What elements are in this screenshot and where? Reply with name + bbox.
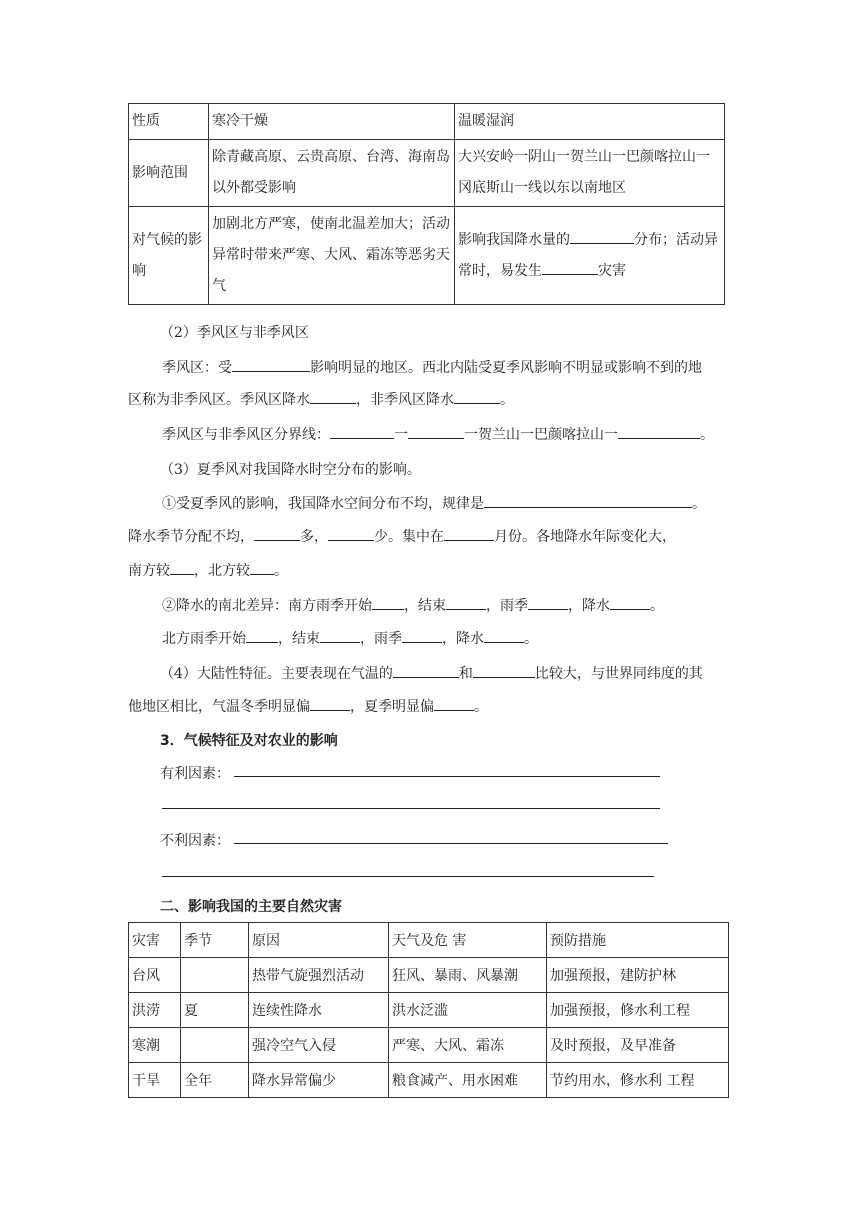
text: 一贺兰山一巴颜喀拉山一 <box>464 427 618 443</box>
paragraph-line <box>128 560 728 580</box>
fill-blank[interactable] <box>254 526 300 541</box>
section-heading: （2）季风区与非季风区 <box>160 325 309 341</box>
paragraph-line <box>160 663 760 683</box>
answer-line[interactable] <box>162 808 660 809</box>
text: 分布；活动异常时，易发生 <box>458 231 718 279</box>
answer-line[interactable] <box>234 843 668 844</box>
fill-blank[interactable] <box>446 595 486 610</box>
text: 一 <box>394 427 408 443</box>
table-cell: 加强预报，修水利工程 <box>547 993 729 1028</box>
table-cell: 加剧北方严寒，使南北温差加大；活动异常时带来严寒、大风、霜冻等恶劣天气 <box>209 207 455 305</box>
text: 多， <box>300 529 328 545</box>
table-row <box>129 207 725 305</box>
paragraph-line <box>162 424 762 444</box>
text: 。 <box>524 631 538 647</box>
table-cell: 强冷空气入侵 <box>249 1028 389 1063</box>
paragraph-line <box>162 628 762 648</box>
fill-blank[interactable] <box>408 424 464 439</box>
text: ，雨季 <box>486 598 528 614</box>
paragraph-line <box>128 696 728 716</box>
section-heading: 3．气候特征及对农业的影响 <box>160 733 338 749</box>
table-row <box>129 1063 729 1098</box>
answer-line[interactable] <box>162 876 654 877</box>
fill-blank[interactable] <box>473 663 535 678</box>
table-cell: 热带气旋强烈活动 <box>249 958 389 993</box>
table-cell: 对气候的影响 <box>129 207 209 305</box>
table-cell: 寒冷干燥 <box>209 104 455 140</box>
paragraph-line <box>162 493 762 513</box>
paragraph-line <box>128 389 728 409</box>
fill-blank[interactable] <box>330 424 394 439</box>
table-row <box>129 993 729 1028</box>
table-cell <box>181 958 249 993</box>
table-cell: 及时预报，及早准备 <box>547 1028 729 1063</box>
table-cell: 性质 <box>129 104 209 140</box>
fill-blank[interactable] <box>610 595 650 610</box>
disaster-table <box>128 922 729 1098</box>
fill-blank[interactable] <box>328 526 374 541</box>
text: ，非季风区降水 <box>356 392 454 408</box>
fill-blank[interactable] <box>310 389 356 404</box>
table-cell: 降水异常偏少 <box>249 1063 389 1098</box>
table-cell: 大兴安岭一阴山一贺兰山一巴颜喀拉山一冈底斯山一线以东以南地区 <box>455 140 725 207</box>
text: 月份。各地降水年际变化大， <box>494 529 676 545</box>
table-cell: 台风 <box>129 958 181 993</box>
table-cell: 粮食减产、用水困难 <box>389 1063 547 1098</box>
text: 影响明显的地区。西北内陆受夏季风影响不明显或影响不到的地 <box>310 360 702 376</box>
table-header-cell: 灾害 <box>129 923 181 958</box>
table-cell <box>181 1028 249 1063</box>
table-header-cell: 天气及危 害 <box>389 923 547 958</box>
fill-blank[interactable] <box>434 696 474 711</box>
fill-blank[interactable] <box>444 526 494 541</box>
text: 他地区相比，气温冬季明显偏 <box>128 699 310 715</box>
table-cell: 全年 <box>181 1063 249 1098</box>
text: 。 <box>500 392 514 408</box>
table-cell-effect <box>455 207 725 305</box>
table-cell: 影响范围 <box>129 140 209 207</box>
monsoon-table <box>128 103 725 305</box>
text: 和 <box>458 666 473 682</box>
table-header-cell: 原因 <box>249 923 389 958</box>
text: ，降水 <box>442 631 484 647</box>
text: 季风区：受 <box>162 360 232 376</box>
text: ，夏季明显偏 <box>350 699 434 715</box>
text: ，结束 <box>278 631 320 647</box>
paragraph-line <box>128 526 728 546</box>
fill-blank[interactable] <box>393 663 459 678</box>
text: 。 <box>274 563 288 579</box>
section-heading: （3）夏季风对我国降水时空分布的影响。 <box>160 462 421 478</box>
text: 。 <box>700 427 714 443</box>
table-cell: 连续性降水 <box>249 993 389 1028</box>
text: 少。集中在 <box>374 529 444 545</box>
table-row <box>129 958 729 993</box>
table-row <box>129 104 725 140</box>
fill-blank[interactable] <box>320 628 360 643</box>
text: （4）大陆性特征。主要表现在气温的 <box>160 666 393 682</box>
fill-blank[interactable] <box>528 595 568 610</box>
text: 北方雨季开始 <box>162 631 246 647</box>
fill-blank[interactable] <box>310 696 350 711</box>
table-row <box>129 140 725 207</box>
fill-blank[interactable] <box>170 560 194 575</box>
text: 比较大，与世界同纬度的其 <box>534 666 703 682</box>
table-row <box>129 1028 729 1063</box>
table-cell: 节约用水，修水利 工程 <box>547 1063 729 1098</box>
table-cell: 洪水泛滥 <box>389 993 547 1028</box>
table-cell: 干旱 <box>129 1063 181 1098</box>
table-cell: 寒潮 <box>129 1028 181 1063</box>
fill-blank[interactable] <box>250 560 274 575</box>
fill-blank[interactable] <box>372 595 404 610</box>
text: ，北方较 <box>194 563 250 579</box>
fill-blank[interactable] <box>454 389 500 404</box>
table-header-row <box>129 923 729 958</box>
table-header-cell: 季节 <box>181 923 249 958</box>
text: ①受夏季风的影响，我国降水空间分布不均，规律是 <box>162 496 484 512</box>
table-cell: 温暖湿润 <box>455 104 725 140</box>
table-cell: 夏 <box>181 993 249 1028</box>
fill-blank[interactable] <box>484 628 524 643</box>
text: 降水季节分配不均， <box>128 529 254 545</box>
fill-blank[interactable] <box>246 628 278 643</box>
fill-blank[interactable] <box>232 357 310 372</box>
text: 。 <box>474 699 488 715</box>
unfavorable-label: 不利因素： <box>160 833 230 849</box>
favorable-label: 有利因素： <box>160 766 230 782</box>
table-cell: 除青藏高原、云贵高原、台湾、海南岛以外都受影响 <box>209 140 455 207</box>
text: 季风区与非季风区分界线： <box>162 427 330 443</box>
text: ，结束 <box>404 598 446 614</box>
table-header-cell: 预防措施 <box>547 923 729 958</box>
table-cell: 加强预报，建防护林 <box>547 958 729 993</box>
paragraph-line <box>162 595 762 615</box>
section-heading: 二、影响我国的主要自然灾害 <box>160 899 342 915</box>
fill-blank[interactable] <box>484 493 692 508</box>
text: 影响我国降水量的 <box>458 231 570 248</box>
fill-blank[interactable] <box>570 229 634 244</box>
text: 南方较 <box>128 563 170 579</box>
answer-line[interactable] <box>234 776 660 777</box>
text: ，降水 <box>568 598 610 614</box>
paragraph-line <box>162 357 762 377</box>
text: 。 <box>692 496 706 512</box>
text: ②降水的南北差异：南方雨季开始 <box>162 598 372 614</box>
table-cell: 洪涝 <box>129 993 181 1028</box>
fill-blank[interactable] <box>618 424 700 439</box>
text: 区称为非季风区。季风区降水 <box>128 392 310 408</box>
text: 。 <box>650 598 664 614</box>
fill-blank[interactable] <box>402 628 442 643</box>
text: ，雨季 <box>360 631 402 647</box>
table-cell: 严寒、大风、霜冻 <box>389 1028 547 1063</box>
text: 灾害 <box>598 262 626 279</box>
table-cell: 狂风、暴雨、风暴潮 <box>389 958 547 993</box>
fill-blank[interactable] <box>542 260 598 275</box>
